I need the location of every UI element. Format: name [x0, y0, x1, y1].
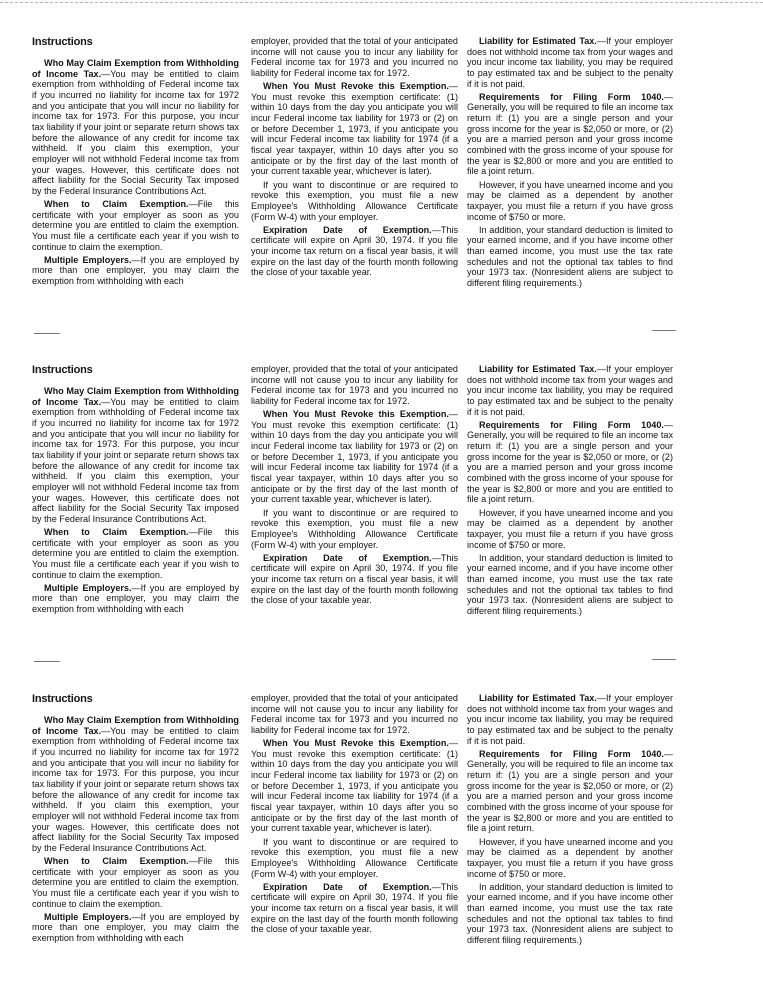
discontinue-paragraph: If you want to discontinue or are required to revoke this exemption, you must file a new Employee's Withholding Allowance Certificate (Form W-4) with your employer.	[251, 507, 458, 550]
estimated-tax-heading: Liability for Estimated Tax.	[479, 364, 597, 374]
who-may-claim-heading: Who May Claim Exemption from Withholding of Income Tax.	[32, 715, 239, 736]
revoke-paragraph	[251, 81, 458, 177]
column-3	[467, 693, 673, 948]
who-may-claim-text: —You may be entitled to claim exemption from withholding of Federal income tax if you incurred no liability for income tax for 1972 and you anticipate that you will incur no liability for income tax for 1973. For this purpose, you incur tax liability if your joint or separate return shows tax before the allowance of any credit for income tax withheld. If you claim this exemption, your employer will not withhold Federal income tax from your wages. However, this certificate does not affect liability for the Social Security Tax imposed by the Federal Insurance Contributions Act.	[32, 396, 239, 524]
standard-deduction-paragraph: In addition, your standard deduction is limited to your earned income, and if you have income other than earned income, you must use the tax rate schedules and not the optional tax tables to find your 1973 tax. (Nonresident aliens are subject to different filing requirements.)	[467, 552, 673, 616]
cut-mark-right	[652, 659, 676, 660]
multiple-employers-text: —If you are employed by more than one employer, you may claim the exemption from withholding with each	[32, 911, 240, 944]
who-may-claim-paragraph	[32, 58, 239, 197]
estimated-tax-text: —If your employer does not withhold income tax from your wages and you incur income tax liability, you may be required to pay estimated tax and be subject to the penalty if it is not paid.	[467, 364, 673, 417]
instructions-heading: Instructions	[32, 36, 93, 48]
column-1	[32, 364, 239, 617]
expiration-text: —This certificate will expire on April 30, 1974. If you file your income tax return on a fiscal year basis, it will expire on the last day of the fourth month following the close of your taxable year.	[251, 552, 458, 606]
revoke-heading: When You Must Revoke this Exemption.	[263, 81, 449, 92]
when-to-claim-heading: When to Claim Exemption.	[44, 856, 189, 867]
filing-requirements-paragraph	[467, 92, 673, 177]
expiration-paragraph	[251, 882, 458, 935]
estimated-tax-paragraph	[467, 364, 673, 417]
revoke-paragraph	[251, 738, 458, 834]
column-2	[251, 36, 458, 280]
when-to-claim-text: —File this certificate with your employer as soon as you determine you are entitled to claim the exemption. You must file a certificate each year if you wish to continue to claim the exemption.	[32, 199, 239, 252]
revoke-text: —You must revoke this exemption certificate: (1) within 10 days from the day you anticipate you will incur Federal income tax liability for 1973 or (2) on or before December 1, 1973, if you anticipate you will incur Federal income tax liability for 1974 (if a fiscal year taxpayer, within 10 days after you so anticipate or by the first day of the last month of your current taxable year, whichever is later).	[251, 738, 458, 834]
multiple-employers-text: —If you are employed by more than one employer, you may claim the exemption from withholding with each	[32, 582, 240, 615]
who-may-claim-text: —You may be entitled to claim exemption from withholding of Federal income tax if you incurred no liability for income tax for 1972 and you anticipate that you will incur no liability for income tax for 1973. For this purpose, you incur tax liability if your joint or separate return shows tax before the allowance of any credit for income tax withheld. If you claim this exemption, your employer will not withhold Federal income tax from your wages. However, this certificate does not affect liability for the Social Security Tax imposed by the Federal Insurance Contributions Act.	[32, 68, 239, 196]
multiple-employers-heading: Multiple Employers.	[44, 254, 132, 265]
when-to-claim-text: —File this certificate with your employer as soon as you determine you are entitled to claim the exemption. You must file a certificate each year if you wish to continue to claim the exemption.	[32, 856, 239, 909]
revoke-heading: When You Must Revoke this Exemption.	[263, 409, 449, 420]
cut-mark-left	[34, 661, 60, 662]
filing-requirements-paragraph	[467, 749, 673, 834]
filing-requirements-paragraph	[467, 420, 673, 505]
column-3	[467, 36, 673, 291]
cut-mark-left	[34, 333, 60, 334]
filing-requirements-heading: Requirements for Filing Form 1040.	[479, 419, 664, 430]
estimated-tax-paragraph	[467, 693, 673, 746]
discontinue-paragraph: If you want to discontinue or are required to revoke this exemption, you must file a new Employee's Withholding Allowance Certificate (Form W-4) with your employer.	[251, 836, 458, 879]
when-to-claim-paragraph	[32, 199, 239, 252]
estimated-tax-text: —If your employer does not withhold income tax from your wages and you incur income tax liability, you may be required to pay estimated tax and be subject to the penalty if it is not paid.	[467, 36, 673, 89]
column-1	[32, 693, 239, 946]
top-dashed-rule	[0, 2, 763, 3]
who-may-claim-paragraph	[32, 386, 239, 525]
revoke-heading: When You Must Revoke this Exemption.	[263, 738, 449, 749]
when-to-claim-paragraph	[32, 856, 239, 909]
when-to-claim-text: —File this certificate with your employer as soon as you determine you are entitled to claim the exemption. You must file a certificate each year if you wish to continue to claim the exemption.	[32, 527, 239, 580]
cut-mark-right	[652, 330, 676, 331]
who-may-claim-heading: Who May Claim Exemption from Withholding of Income Tax.	[32, 386, 239, 407]
filing-requirements-text: —Generally, you will be required to file an income tax return if: (1) you are a single person and your gross income for the year is $2,050 or more, or (2) you are a married person and your gross income combined with the gross income of your spouse for the year is $2,800 or more and you are entitled to file a joint return.	[467, 419, 673, 505]
who-may-claim-paragraph	[32, 715, 239, 854]
multiple-employers-heading: Multiple Employers.	[44, 911, 132, 922]
who-may-claim-text: —You may be entitled to claim exemption from withholding of Federal income tax if you incurred no liability for income tax for 1972 and you anticipate that you will incur no liability for income tax for 1973. For this purpose, you incur tax liability if your joint or separate return shows tax before the allowance of any credit for income tax withheld. If you claim this exemption, your employer will not withhold Federal income tax from your wages. However, this certificate does not affect liability for the Social Security Tax imposed by the Federal Insurance Contributions Act.	[32, 725, 239, 853]
expiration-heading: Expiration Date of Exemption.	[263, 881, 432, 892]
instructions-heading: Instructions	[32, 693, 93, 705]
employer-continuation-paragraph: employer, provided that the total of your anticipated income will not cause you to incur any liability for Federal income tax for 1973 and you incurred no liability for Federal income tax for 1972.	[251, 364, 458, 406]
instructions-block-2	[0, 364, 763, 664]
multiple-employers-paragraph	[32, 583, 239, 615]
expiration-heading: Expiration Date of Exemption.	[263, 224, 432, 235]
revoke-text: —You must revoke this exemption certificate: (1) within 10 days from the day you anticipate you will incur Federal income tax liability for 1973 or (2) on or before December 1, 1973, if you anticipate you will incur Federal income tax liability for 1974 (if a fiscal year taxpayer, within 10 days after you so anticipate or by the first day of the last month of your current taxable year, whichever is later).	[251, 409, 458, 505]
expiration-text: —This certificate will expire on April 30, 1974. If you file your income tax return on a fiscal year basis, it will expire on the last day of the fourth month following the close of your taxable year.	[251, 881, 458, 935]
expiration-heading: Expiration Date of Exemption.	[263, 552, 432, 563]
estimated-tax-paragraph	[467, 36, 673, 89]
multiple-employers-text: —If you are employed by more than one employer, you may claim the exemption from withholding with each	[32, 254, 240, 287]
estimated-tax-text: —If your employer does not withhold income tax from your wages and you incur income tax liability, you may be required to pay estimated tax and be subject to the penalty if it is not paid.	[467, 693, 673, 746]
revoke-paragraph	[251, 409, 458, 505]
discontinue-paragraph: If you want to discontinue or are required to revoke this exemption, you must file a new Employee's Withholding Allowance Certificate (Form W-4) with your employer.	[251, 179, 458, 222]
unearned-income-paragraph: However, if you have unearned income and you may be claimed as a dependent by another taxpayer, you must file a return if you have gross income of $750 or more.	[467, 507, 673, 550]
instructions-heading: Instructions	[32, 364, 93, 376]
instructions-block-3	[0, 693, 763, 993]
employer-continuation-paragraph: employer, provided that the total of your anticipated income will not cause you to incur any liability for Federal income tax for 1973 and you incurred no liability for Federal income tax for 1972.	[251, 36, 458, 78]
instructions-block-1	[0, 36, 763, 336]
who-may-claim-heading: Who May Claim Exemption from Withholding of Income Tax.	[32, 58, 239, 79]
revoke-text: —You must revoke this exemption certificate: (1) within 10 days from the day you anticipate you will incur Federal income tax liability for 1973 or (2) on or before December 1, 1973, if you anticipate you will incur Federal income tax liability for 1974 (if a fiscal year taxpayer, within 10 days after you so anticipate or by the first day of the last month of your current taxable year, whichever is later).	[251, 81, 458, 177]
filing-requirements-text: —Generally, you will be required to file an income tax return if: (1) you are a single person and your gross income for the year is $2,050 or more, or (2) you are a married person and your gross income combined with the gross income of your spouse for the year is $2,800 or more and you are entitled to file a joint return.	[467, 91, 673, 177]
standard-deduction-paragraph: In addition, your standard deduction is limited to your earned income, and if you have income other than earned income, you must use the tax rate schedules and not the optional tax tables to find your 1973 tax. (Nonresident aliens are subject to different filing requirements.)	[467, 881, 673, 945]
when-to-claim-heading: When to Claim Exemption.	[44, 527, 189, 538]
estimated-tax-heading: Liability for Estimated Tax.	[479, 693, 597, 703]
employer-continuation-paragraph: employer, provided that the total of your anticipated income will not cause you to incur any liability for Federal income tax for 1973 and you incurred no liability for Federal income tax for 1972.	[251, 693, 458, 735]
column-2	[251, 364, 458, 608]
expiration-text: —This certificate will expire on April 30, 1974. If you file your income tax return on a fiscal year basis, it will expire on the last day of the fourth month following the close of your taxable year.	[251, 224, 458, 278]
expiration-paragraph	[251, 553, 458, 606]
column-3	[467, 364, 673, 619]
multiple-employers-heading: Multiple Employers.	[44, 582, 132, 593]
filing-requirements-heading: Requirements for Filing Form 1040.	[479, 748, 664, 759]
unearned-income-paragraph: However, if you have unearned income and you may be claimed as a dependent by another taxpayer, you must file a return if you have gross income of $750 or more.	[467, 179, 673, 222]
when-to-claim-heading: When to Claim Exemption.	[44, 199, 189, 210]
when-to-claim-paragraph	[32, 527, 239, 580]
column-1	[32, 36, 239, 289]
filing-requirements-heading: Requirements for Filing Form 1040.	[479, 91, 664, 102]
column-2	[251, 693, 458, 937]
multiple-employers-paragraph	[32, 912, 239, 944]
multiple-employers-paragraph	[32, 255, 239, 287]
standard-deduction-paragraph: In addition, your standard deduction is limited to your earned income, and if you have income other than earned income, you must use the tax rate schedules and not the optional tax tables to find your 1973 tax. (Nonresident aliens are subject to different filing requirements.)	[467, 224, 673, 288]
filing-requirements-text: —Generally, you will be required to file an income tax return if: (1) you are a single person and your gross income for the year is $2,050 or more, or (2) you are a married person and your gross income combined with the gross income of your spouse for the year is $2,800 or more and you are entitled to file a joint return.	[467, 748, 673, 834]
expiration-paragraph	[251, 225, 458, 278]
unearned-income-paragraph: However, if you have unearned income and you may be claimed as a dependent by another taxpayer, you must file a return if you have gross income of $750 or more.	[467, 836, 673, 879]
estimated-tax-heading: Liability for Estimated Tax.	[479, 36, 597, 46]
